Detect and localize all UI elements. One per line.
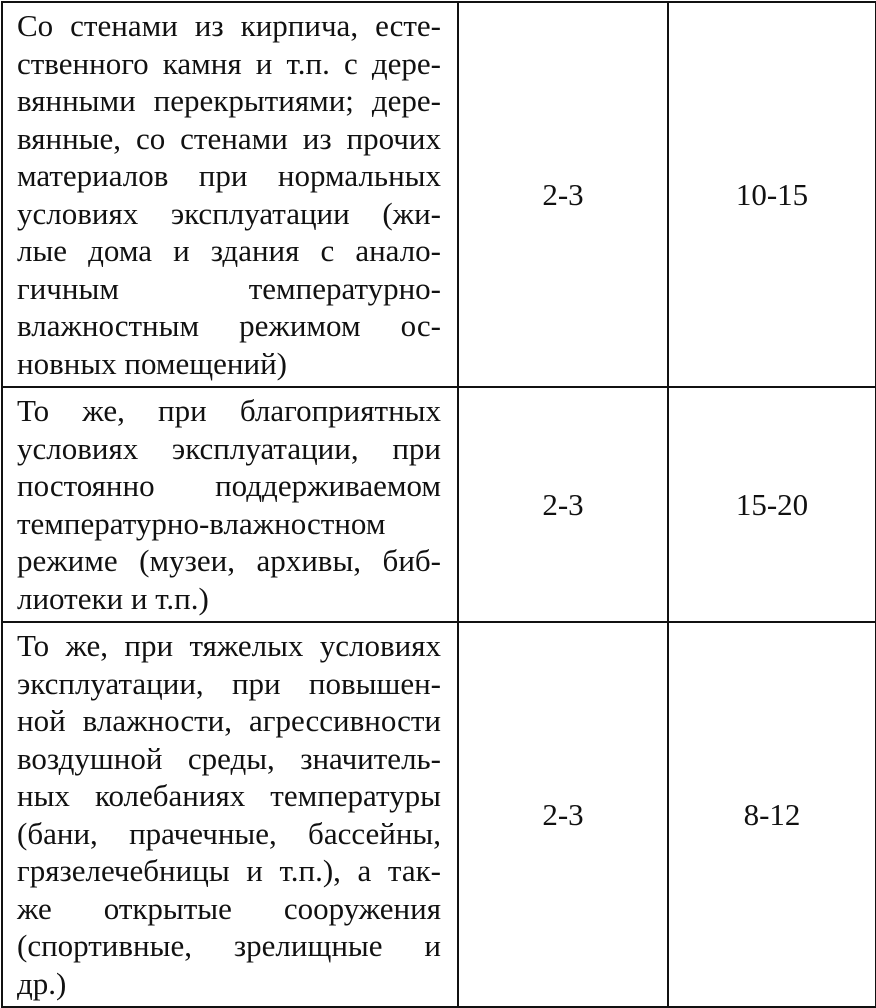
description-line: воздушной среды, значитель- [17, 740, 441, 776]
description-line: материалов при нормальных [17, 158, 441, 193]
value-b-cell: 8-12 [668, 622, 876, 1007]
description-line: температурно-влажностном [17, 505, 386, 541]
table-row [2, 387, 876, 622]
description-line: (бани, прачечные, бассейны, [17, 815, 441, 851]
value-a-cell: 2-3 [458, 387, 668, 622]
description-line: же открытые сооружения [17, 890, 441, 926]
description-line: условиях эксплуатации, при [17, 430, 441, 466]
table-row [2, 2, 876, 387]
value-b-cell: 15-20 [668, 387, 876, 622]
description-line: (спортивные, зрелищные и [17, 928, 441, 963]
description-line: ственного камня и т.п. с дере- [17, 45, 441, 81]
description-line: эксплуатации, при повышен- [17, 665, 441, 701]
table-row [2, 622, 876, 1007]
description-line: вянными перекрытиями; дере- [17, 83, 441, 118]
description-line: лые дома и здания с анало- [17, 233, 441, 268]
description-line: Со стенами из кирпича, есте- [17, 8, 441, 43]
description-line: грязелечебницы и т.п.), а так- [17, 853, 441, 888]
value-b-cell: 10-15 [668, 2, 876, 387]
description-line: условиях эксплуатации (жи- [17, 195, 441, 231]
description-cell [2, 387, 458, 622]
description-line: др.) [17, 965, 67, 1001]
description-line: лиотеки и т.п.) [17, 580, 209, 616]
description-line: влажностным режимом ос- [17, 308, 441, 343]
description-line: То же, при благоприятных [17, 393, 441, 428]
description-line: То же, при тяжелых условиях [17, 628, 441, 663]
value-a-cell: 2-3 [458, 622, 668, 1007]
description-line: ной влажности, агрессивности [17, 703, 441, 738]
description-line: новных помещений) [17, 345, 287, 381]
data-table [1, 1, 876, 1008]
description-line: постоянно поддерживаемом [17, 468, 441, 503]
description-line: гичным температурно- [17, 270, 441, 306]
value-a-cell: 2-3 [458, 2, 668, 387]
description-cell [2, 622, 458, 1007]
description-line: режиме (музеи, архивы, биб- [17, 543, 441, 578]
description-cell [2, 2, 458, 387]
description-line: ных колебаниях температуры [17, 778, 441, 813]
description-line: вянные, со стенами из прочих [17, 120, 441, 156]
